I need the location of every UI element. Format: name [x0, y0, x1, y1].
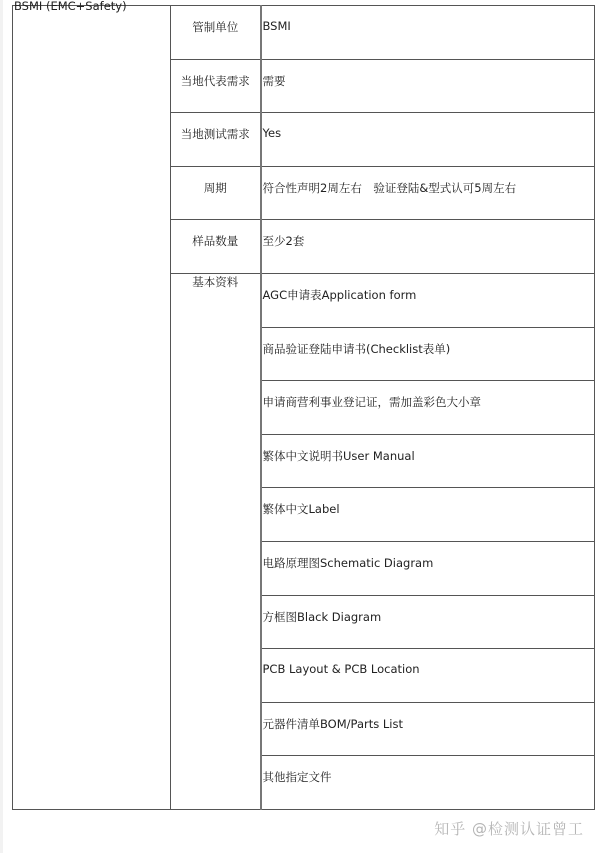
document-item: 电路原理图Schematic Diagram — [262, 555, 434, 570]
row-label: 管制单位 — [192, 20, 239, 34]
row-label: 当地代表需求 — [180, 73, 250, 88]
row-value-cell — [261, 59, 595, 113]
document-item: 商品验证登陆申请书(Checklist表单) — [262, 341, 451, 356]
row-label-cell — [171, 220, 261, 274]
row-value: BSMI — [262, 19, 291, 33]
document-item: 其他指定文件 — [262, 770, 332, 785]
product-cell — [13, 0, 171, 810]
document-item-cell — [261, 756, 595, 810]
row-label: 样品数量 — [192, 234, 239, 249]
row-label-cell — [171, 59, 261, 113]
row-value: Yes — [262, 126, 282, 141]
document-item: PCB Layout & PCB Location — [262, 662, 420, 677]
document-item-cell — [261, 595, 595, 649]
document-item: 繁体中文说明书User Manual — [262, 448, 415, 463]
row-value: 需要 — [262, 73, 286, 88]
row-label-cell — [171, 113, 261, 167]
row-value: 符合性声明2周左右 验证登陆&型式认可5周左右 — [262, 180, 517, 195]
document-item: 申请商营利事业登记证，需加盖彩色大小章 — [262, 395, 481, 410]
document-item-cell — [261, 541, 595, 595]
document-item: 繁体中文Label — [262, 502, 340, 517]
zhihu-watermark: 知乎 @检测认证曾工 — [434, 820, 584, 838]
table-row — [13, 6, 595, 60]
document-item-cell — [261, 649, 595, 703]
product-name: BSMI (EMC+Safety) — [14, 0, 127, 13]
document-item-cell — [261, 702, 595, 756]
document-item: AGC申请表Application form — [262, 287, 417, 302]
row-label: 当地测试需求 — [180, 127, 250, 142]
document-item-cell — [261, 273, 595, 327]
bsmi-requirements-table — [12, 0, 595, 810]
documents-group-label: 基本资料 — [192, 274, 239, 289]
row-label: 周期 — [203, 180, 227, 195]
document-item: 元器件清单BOM/Parts List — [262, 716, 403, 731]
row-value: 至少2套 — [262, 234, 305, 249]
row-label-cell — [171, 166, 261, 220]
document-item-cell — [261, 434, 595, 488]
documents-group-cell — [171, 273, 261, 809]
row-value-cell — [261, 6, 595, 60]
row-value-cell — [261, 220, 595, 274]
row-value-cell — [261, 113, 595, 167]
document-item-cell — [261, 488, 595, 542]
document-item-cell — [261, 327, 595, 381]
row-label-cell — [171, 6, 261, 60]
row-value-cell — [261, 166, 595, 220]
document-item: 方框图Black Diagram — [262, 609, 382, 624]
document-item-cell — [261, 381, 595, 435]
page-edge — [0, 0, 3, 853]
